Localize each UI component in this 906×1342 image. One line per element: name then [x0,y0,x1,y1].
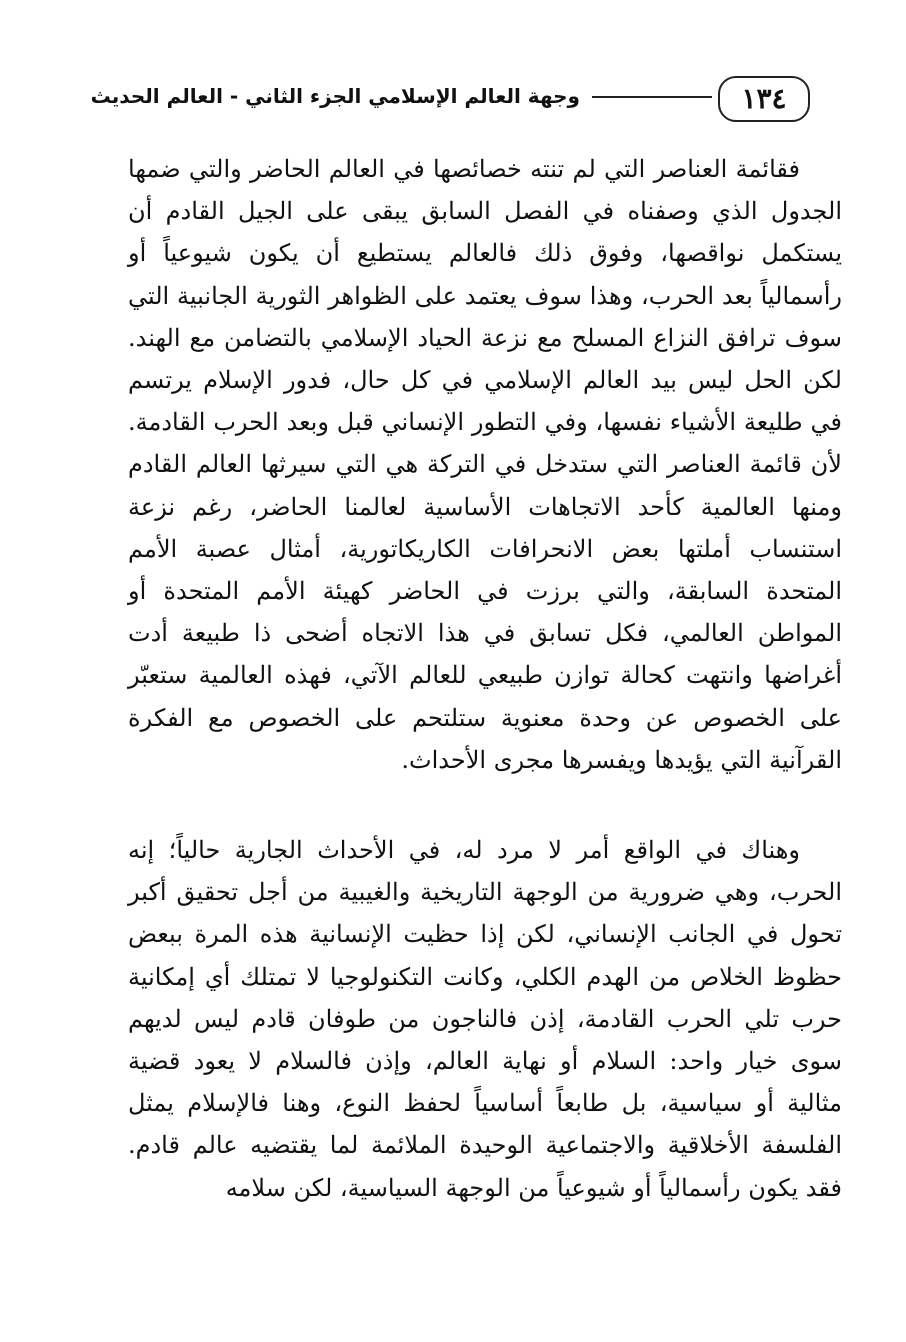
running-title: وجهة العالم الإسلامي الجزء الثاني - العالم الحديث [90,84,580,108]
page-number: ١٣٤ [718,76,810,122]
body-text [128,148,842,1209]
paragraph-2: وهناك في الواقع أمر لا مرد له، في الأحداث الجارية حالياً؛ إنه الحرب، وهي ضرورية من الوجهة التاريخية والغيبية من أجل تحقيق أكبر تحول في الجانب الإنساني، لكن إذا حظيت الإنسانية هذه المرة ببعض حظوظ الخلاص من الهدم الكلي، وكانت التكنولوجيا لا تمتلك أي إمكانية حرب تلي الحرب القادمة، إذن فالناجون من طوفان قادم ليس لديهم سوى خيار واحد: السلام أو نهاية العالم، وإذن فالسلام لا يعود قضية مثالية أو سياسية، بل طابعاً أساسياً لحفظ النوع، وهنا فالإسلام يمثل الفلسفة الأخلاقية والاجتماعية الوحيدة الملائمة لما يقتضيه عالم قادم. فقد يكون رأسمالياً أو شيوعياً من الوجهة السياسية، لكن سلامه [128,836,842,1202]
paragraph-1: فقائمة العناصر التي لم تنته خصائصها في العالم الحاضر والتي ضمها الجدول الذي وصفناه في الفصل السابق يبقى على الجيل القادم أن يستكمل نواقصها، وفوق ذلك فالعالم يستطيع أن يكون شيوعياً أو رأسمالياً بعد الحرب، وهذا سوف يعتمد على الظواهر الثورية الجانبية التي سوف ترافق النزاع المسلح مع نزعة الحياد الإسلامي بالتضامن مع الهند. لكن الحل ليس بيد العالم الإسلامي في كل حال، فدور الإسلام يرتسم في طليعة الأشياء نفسها، وفي التطور الإنساني قبل وبعد الحرب القادمة. لأن قائمة العناصر التي ستدخل في التركة هي التي سيرثها العالم القادم ومنها العالمية كأحد الاتجاهات الأساسية لعالمنا الحاضر، رغم نزعة استنساب أملتها بعض الانحرافات الكاريكاتورية، أمثال عصبة الأمم المتحدة السابقة، والتي برزت في الحاضر كهيئة الأمم المتحدة أو المواطن العالمي، فكل تسابق في هذا الاتجاه أضحى ذا طبيعة أدت أغراضها وانتهت كحالة توازن طبيعي للعالم الآتي، فهذه العالمية ستعبّر على الخصوص عن وحدة معنوية ستلتحم على الخصوص مع الفكرة القرآنية التي يؤيدها ويفسرها مجرى الأحداث. [128,155,843,774]
page-header [90,72,820,128]
header-rule [592,96,712,98]
